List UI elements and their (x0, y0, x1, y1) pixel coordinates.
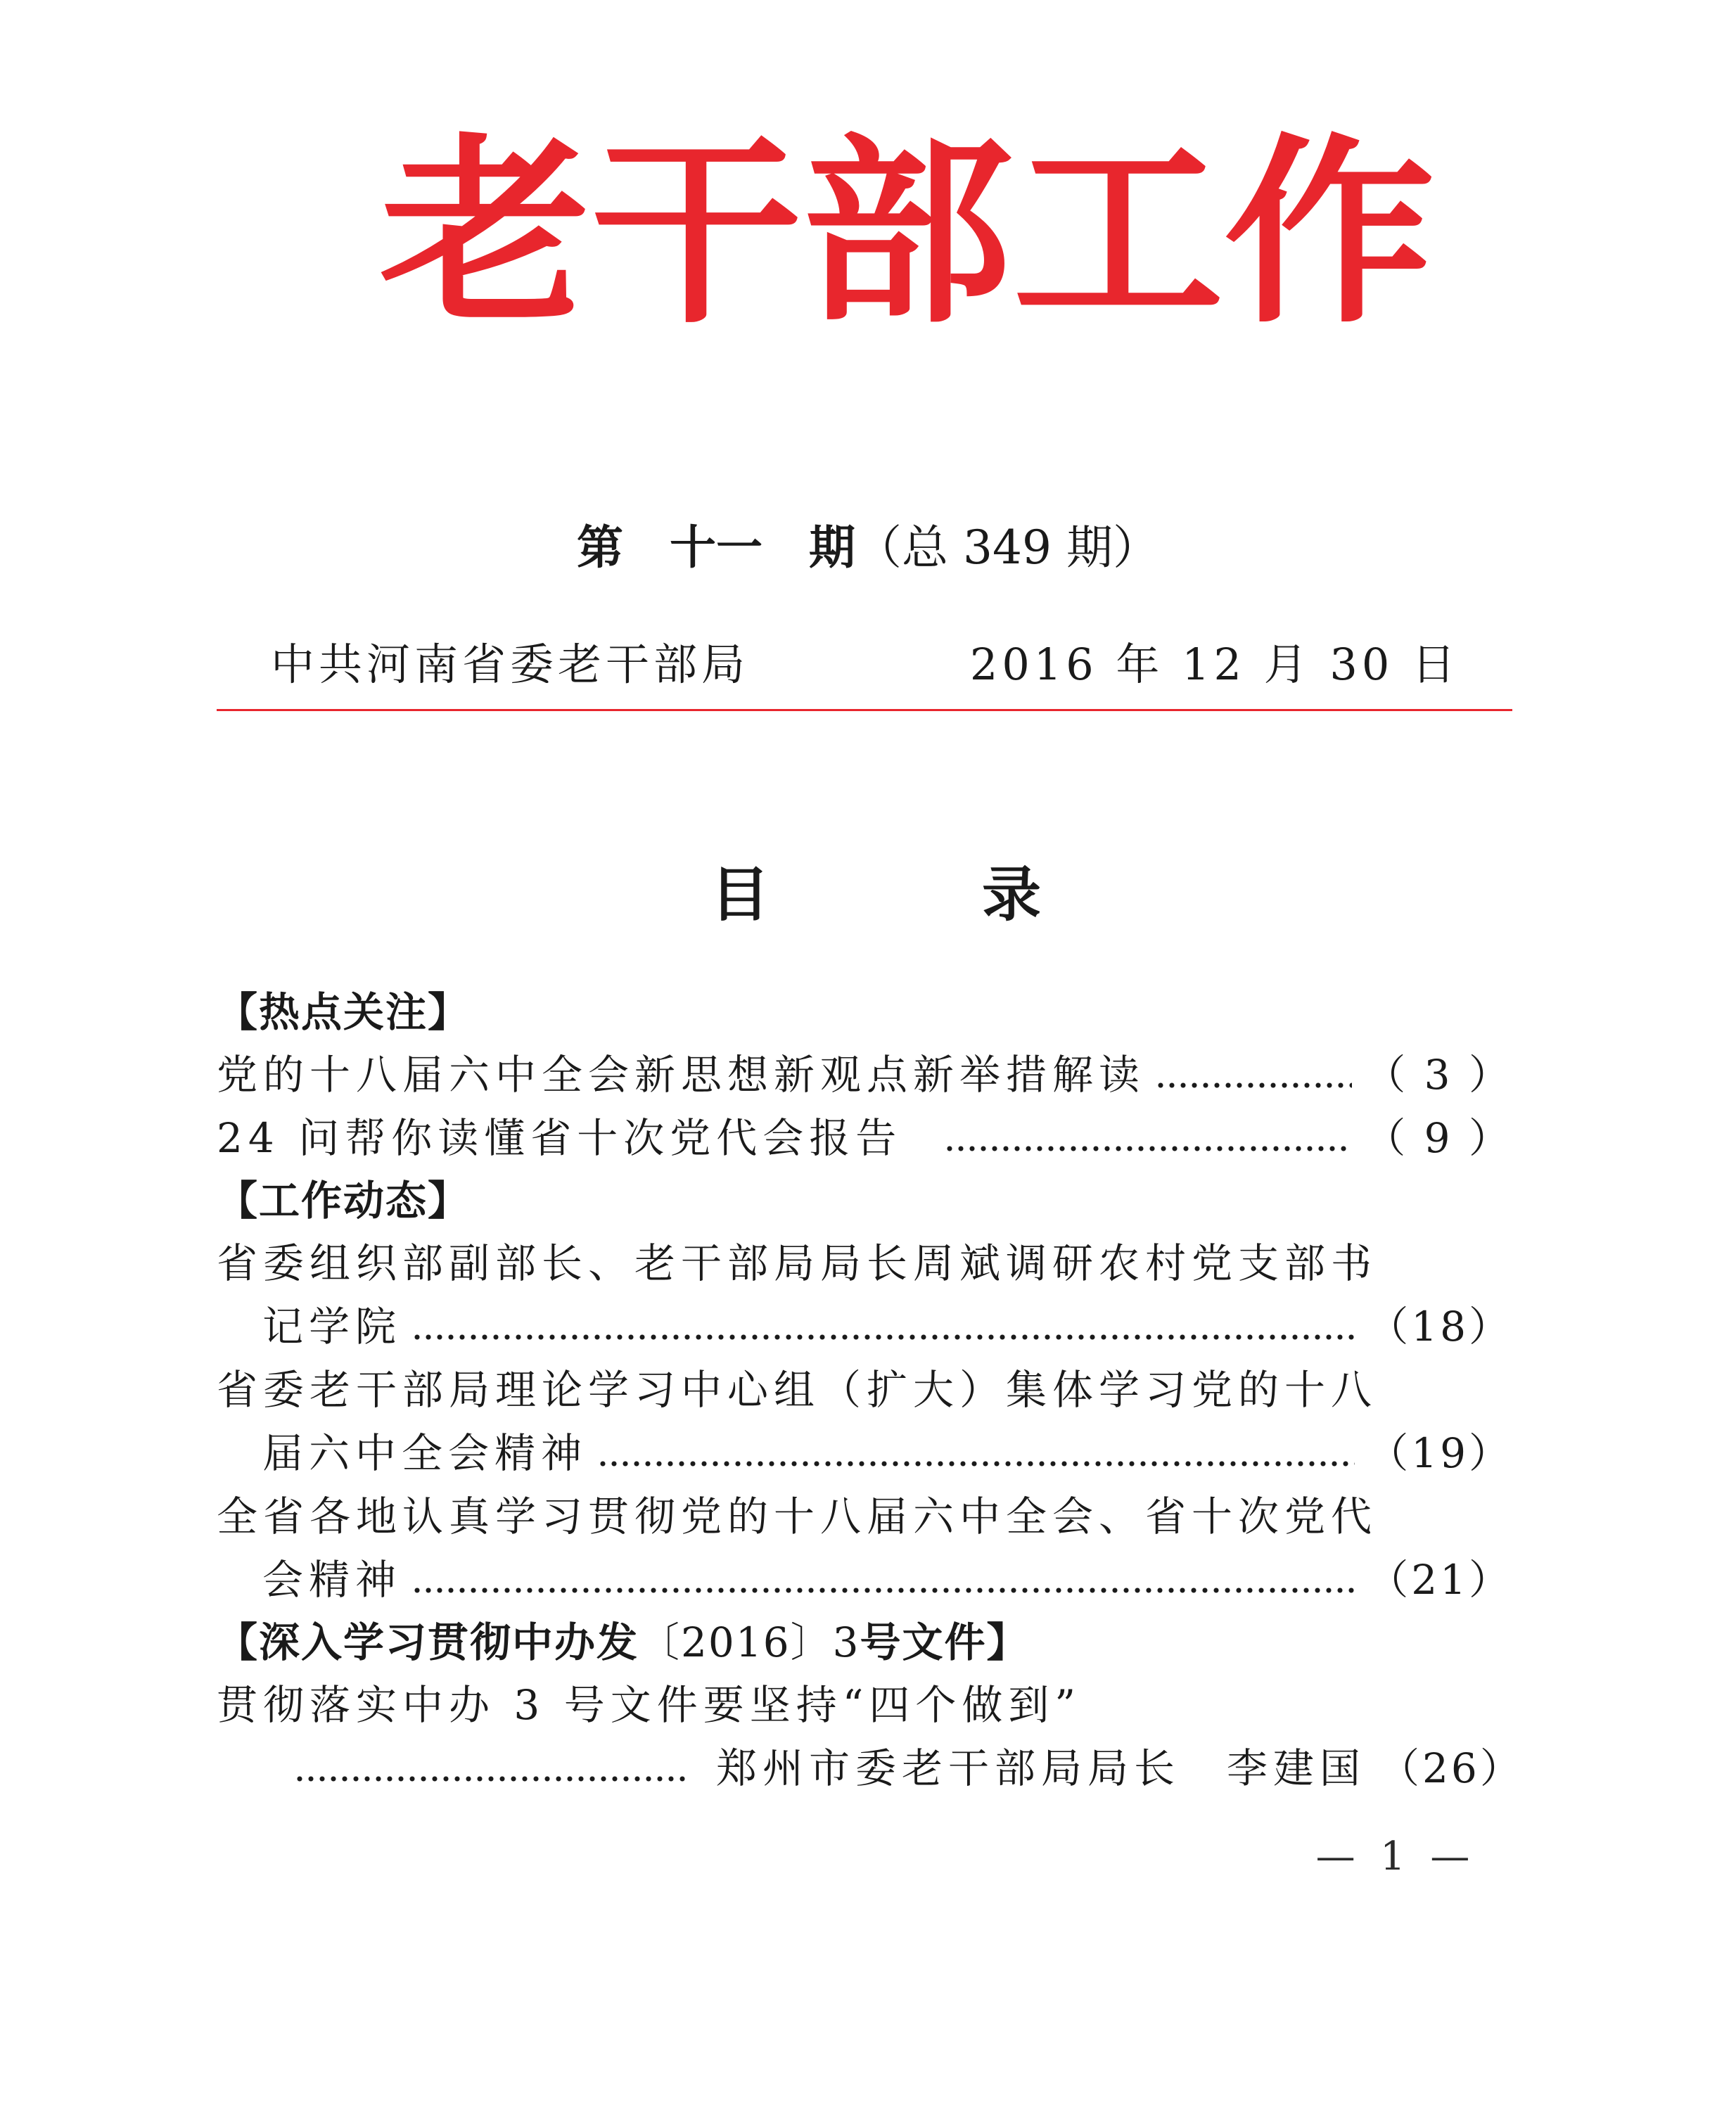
masthead-title (380, 117, 1435, 350)
toc-entry-page: （19） (1367, 1429, 1512, 1477)
issue-total: （总 349 期） (855, 520, 1159, 575)
toc-title (710, 860, 1041, 930)
issue-qi: 期 (809, 520, 856, 575)
toc-entry-continuation[interactable] (217, 1295, 1512, 1358)
publisher-row (271, 637, 1460, 693)
toc-entry-author: 郑州市委老干部局局长 李建国 (716, 1744, 1367, 1792)
section-heading-post: 号文件】 (860, 1618, 1029, 1666)
toc-entry[interactable] (217, 1358, 1512, 1422)
publish-date: 2016 年 12 月 30 日 (969, 639, 1460, 690)
toc-entry-title: 党的十八届六中全会新思想新观点新举措解读 (217, 1051, 1146, 1099)
toc-entry[interactable] (217, 1485, 1512, 1548)
toc-entry-page: （21） (1367, 1556, 1512, 1604)
leader-dots (411, 1295, 1355, 1358)
leader-dots (597, 1422, 1355, 1485)
toc-entry-page: （ 9 ） (1365, 1114, 1512, 1162)
toc-entry-continuation[interactable] (217, 1737, 1524, 1800)
page-number: — 1 — (1315, 1834, 1470, 1879)
toc-entry-title: 全省各地认真学习贯彻党的十八届六中全会、省十次党代 (217, 1493, 1378, 1540)
section-heading-pre: 【深入学习贯彻中办发 (217, 1618, 639, 1666)
toc-entry-continuation[interactable] (217, 1422, 1512, 1485)
leader-dots (1155, 1043, 1352, 1106)
toc-entry-title: 记学院 (262, 1303, 402, 1350)
issue-di: 第 (577, 520, 624, 575)
toc-entry-title: 24 问帮你读懂省十次党代会报告 (217, 1114, 902, 1162)
leader-dots (294, 1737, 688, 1800)
issue-number: 十一 (670, 520, 763, 575)
toc-entry-title: 省委老干部局理论学习中心组（扩大）集体学习党的十八 (217, 1366, 1378, 1414)
publisher-name: 中共河南省委老干部局 (271, 639, 750, 690)
masthead-char: 作 (1224, 117, 1435, 350)
table-of-contents (217, 981, 1524, 1800)
masthead-char: 老 (380, 117, 591, 350)
toc-entry-title: 省委组织部副部长、老干部局局长周斌调研农村党支部书 (217, 1239, 1378, 1287)
leader-dots (944, 1106, 1352, 1170)
red-divider (217, 709, 1512, 711)
toc-entry-title: 贯彻落实中办 3 号文件要坚持“四个做到” (217, 1681, 1082, 1729)
masthead-char: 干 (591, 117, 802, 350)
toc-entry-page: （26） (1379, 1744, 1524, 1792)
toc-entry[interactable] (217, 1106, 1512, 1170)
toc-title-right: 录 (981, 860, 1041, 929)
toc-entry-title: 会精神 (262, 1556, 402, 1604)
toc-entry[interactable] (217, 1043, 1512, 1106)
section-heading (217, 1611, 1512, 1673)
toc-entry[interactable] (217, 1232, 1512, 1295)
masthead-char: 部 (802, 117, 1013, 350)
section-heading-num: 〔2016〕3 (639, 1618, 860, 1666)
issue-line (0, 519, 1736, 576)
toc-entry[interactable] (217, 1673, 1512, 1737)
toc-title-left: 目 (710, 860, 770, 929)
section-heading: 【工作动态】 (217, 1177, 471, 1225)
toc-entry-title: 届六中全会精神 (262, 1429, 588, 1477)
toc-entry-page: （ 3 ） (1365, 1051, 1512, 1099)
leader-dots (411, 1548, 1355, 1611)
toc-entry-page: （18） (1367, 1303, 1512, 1350)
masthead-char: 工 (1013, 117, 1224, 350)
section-heading: 【热点关注】 (217, 988, 471, 1036)
toc-entry-continuation[interactable] (217, 1548, 1512, 1611)
